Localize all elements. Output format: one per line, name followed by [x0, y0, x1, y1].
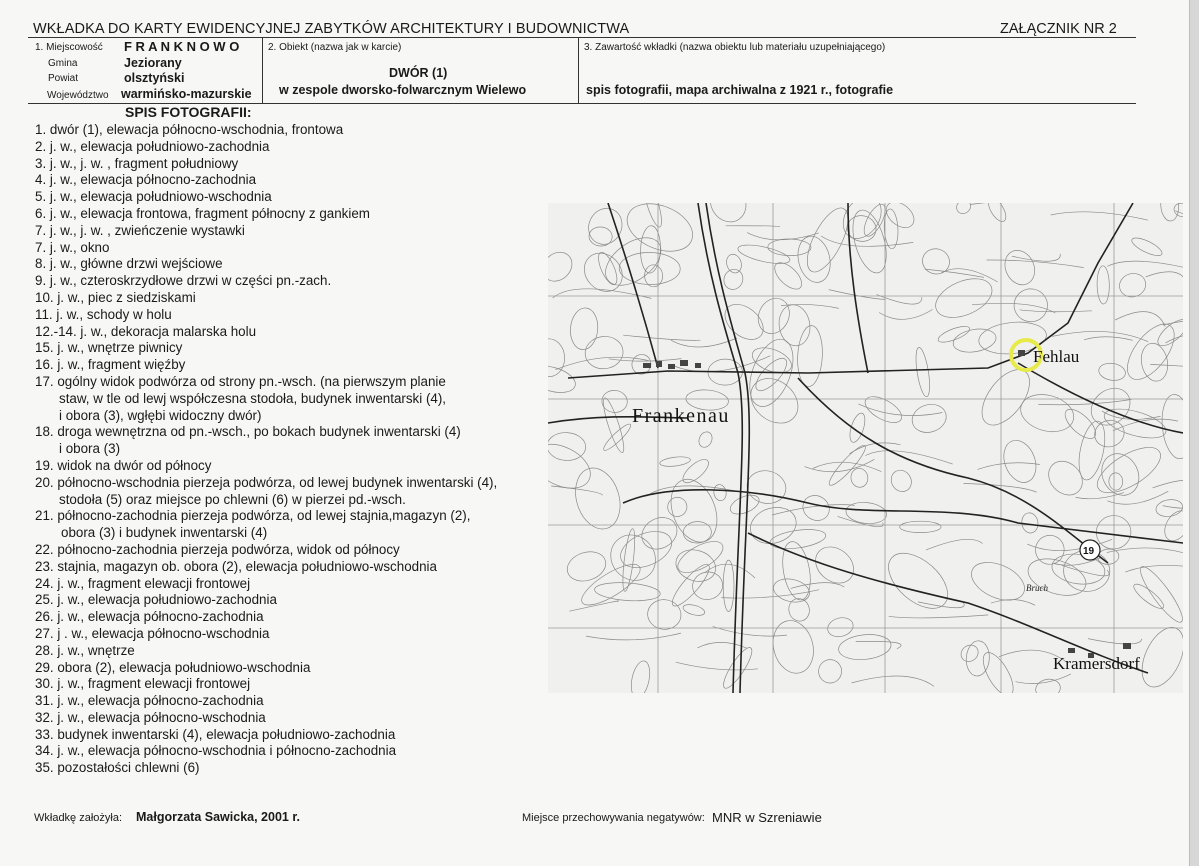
list-item: 15. j. w., wnętrze piwnicy — [35, 340, 183, 356]
road-number: 19 — [1083, 546, 1095, 557]
document-title: WKŁADKA DO KARTY EWIDENCYJNEJ ZABYTKÓW ARCHITEKTURY I BUDOWNICTWA — [33, 21, 630, 37]
list-item-continuation: stodoła (5) oraz miejsce po chlewni (6) w pierzei pd.-wsch. — [59, 491, 406, 507]
commune-label: Gmina — [48, 58, 78, 69]
header-rule-top — [28, 37, 1136, 38]
contents-label: 3. Zawartość wkładki (nazwa obiektu lub materiału uzupełniającego) — [584, 42, 886, 53]
list-item-continuation: staw, w tle od lewj współczesna stodoła, budynek inwentarski (4), — [59, 390, 447, 406]
storage-label: Miejsce przechowywania negatywów: — [522, 812, 705, 824]
list-item: 22. północno-zachodnia pierzeja podwórza, widok od północy — [35, 541, 400, 557]
list-item: 10. j. w., piec z siedziskami — [35, 289, 196, 305]
list-item: 5. j. w., elewacja południowo-wschodnia — [35, 189, 272, 205]
map-graphic — [548, 203, 1183, 693]
list-item: 31. j. w., elewacja północno-zachodnia — [35, 693, 264, 709]
header-divider-1 — [262, 37, 263, 103]
object-name: DWÓR (1) — [389, 66, 448, 80]
storage-value: MNR w Szreniawie — [712, 810, 822, 825]
county-value: olsztyński — [124, 71, 185, 85]
list-item: 30. j. w., fragment elewacji frontowej — [35, 676, 251, 692]
list-item: 7. j. w., j. w. , zwieńczenie wystawki — [35, 222, 245, 238]
list-item: 35. pozostałości chlewni (6) — [35, 760, 200, 776]
list-item: 4. j. w., elewacja północno-zachodnia — [35, 172, 257, 188]
archival-map — [548, 203, 1183, 693]
list-item: 33. budynek inwentarski (4), elewacja południowo-zachodnia — [35, 726, 396, 742]
list-item: 3. j. w., j. w. , fragment południowy — [35, 155, 239, 171]
object-context: w zespole dworsko-folwarcznym Wielewo — [279, 83, 527, 97]
voivodeship-label: Województwo — [47, 90, 109, 101]
list-item: 16. j. w., fragment więźby — [35, 357, 186, 373]
header-divider-2 — [578, 37, 579, 103]
list-item: 9. j. w., czteroskrzydłowe drzwi w części pn.-zach. — [35, 273, 332, 289]
voivodeship-value: warmińsko-mazurskie — [121, 87, 252, 101]
locality-value: F R A N K N O W O — [124, 39, 240, 54]
list-item: 1. dwór (1), elewacja północno-wschodnia, frontowa — [35, 122, 344, 137]
object-label: 2. Obiekt (nazwa jak w karcie) — [268, 42, 402, 53]
list-item-continuation: i obora (3), wgłębi widoczny dwór) — [59, 407, 262, 423]
list-item: 6. j. w., elewacja frontowa, fragment północny z gankiem — [35, 205, 370, 221]
photo-list — [35, 122, 497, 777]
photo-list-title: SPIS FOTOGRAFII: — [125, 104, 252, 120]
author-label: Wkładkę założyła: — [34, 812, 123, 824]
map-label-kramersdorf: Kramersdorf — [1053, 654, 1140, 673]
list-item: 17. ogólny widok podwórza od strony pn.-wsch. (na pierwszym planie — [35, 373, 446, 389]
county-label: Powiat — [48, 73, 79, 84]
commune-value: Jeziorany — [124, 56, 182, 70]
map-label-bruch: Bruch — [1026, 583, 1048, 593]
list-item: 21. północno-zachodnia pierzeja podwórza, od lewej stajnia,magazyn (2), — [35, 508, 471, 524]
list-item: 11. j. w., schody w holu — [35, 306, 172, 322]
list-item: 2. j. w., elewacja południowo-zachodnia — [35, 138, 270, 154]
list-item: 8. j. w., główne drzwi wejściowe — [35, 256, 223, 272]
list-item: 29. obora (2), elewacja południowo-wschodnia — [35, 659, 311, 675]
list-item: 34. j. w., elewacja północno-wschodnia i północno-zachodnia — [35, 743, 397, 759]
map-label-frankenau: Frankenau — [632, 405, 730, 427]
list-item: 26. j. w., elewacja północno-zachodnia — [35, 609, 264, 625]
list-item: 25. j. w., elewacja południowo-zachodnia — [35, 592, 277, 608]
map-label-fehlau: Fehlau — [1033, 347, 1080, 366]
list-item: 32. j. w., elewacja północno-wschodnia — [35, 709, 266, 725]
list-item-continuation: obora (3) i budynek inwentarski (4) — [61, 525, 268, 541]
scan-edge — [1189, 0, 1199, 866]
contents-value: spis fotografii, mapa archiwalna z 1921 r., fotografie — [586, 83, 894, 97]
list-item: 23. stajnia, magazyn ob. obora (2), elewacja południowo-wschodnia — [35, 558, 437, 574]
list-item: 12.-14. j. w., dekoracja malarska holu — [35, 323, 257, 339]
locality-label: 1. Miejscowość — [35, 42, 103, 53]
list-item: 20. północno-wschodnia pierzeja podwórza, od lewej budynek inwentarski (4), — [35, 474, 498, 490]
annex-number: ZAŁĄCZNIK NR 2 — [1000, 21, 1117, 37]
list-item: 24. j. w., fragment elewacji frontowej — [35, 575, 251, 591]
list-item: 7. j. w., okno — [35, 239, 110, 255]
list-item: 19. widok na dwór od północy — [35, 457, 212, 473]
list-item: 27. j . w., elewacja północno-wschodnia — [35, 625, 270, 641]
list-item: 28. j. w., wnętrze — [35, 642, 135, 658]
author-value: Małgorzata Sawicka, 2001 r. — [136, 810, 300, 824]
list-item-continuation: i obora (3) — [59, 441, 121, 457]
list-item: 18. droga wewnętrzna od pn.-wsch., po bokach budynek inwentarski (4) — [35, 424, 461, 440]
